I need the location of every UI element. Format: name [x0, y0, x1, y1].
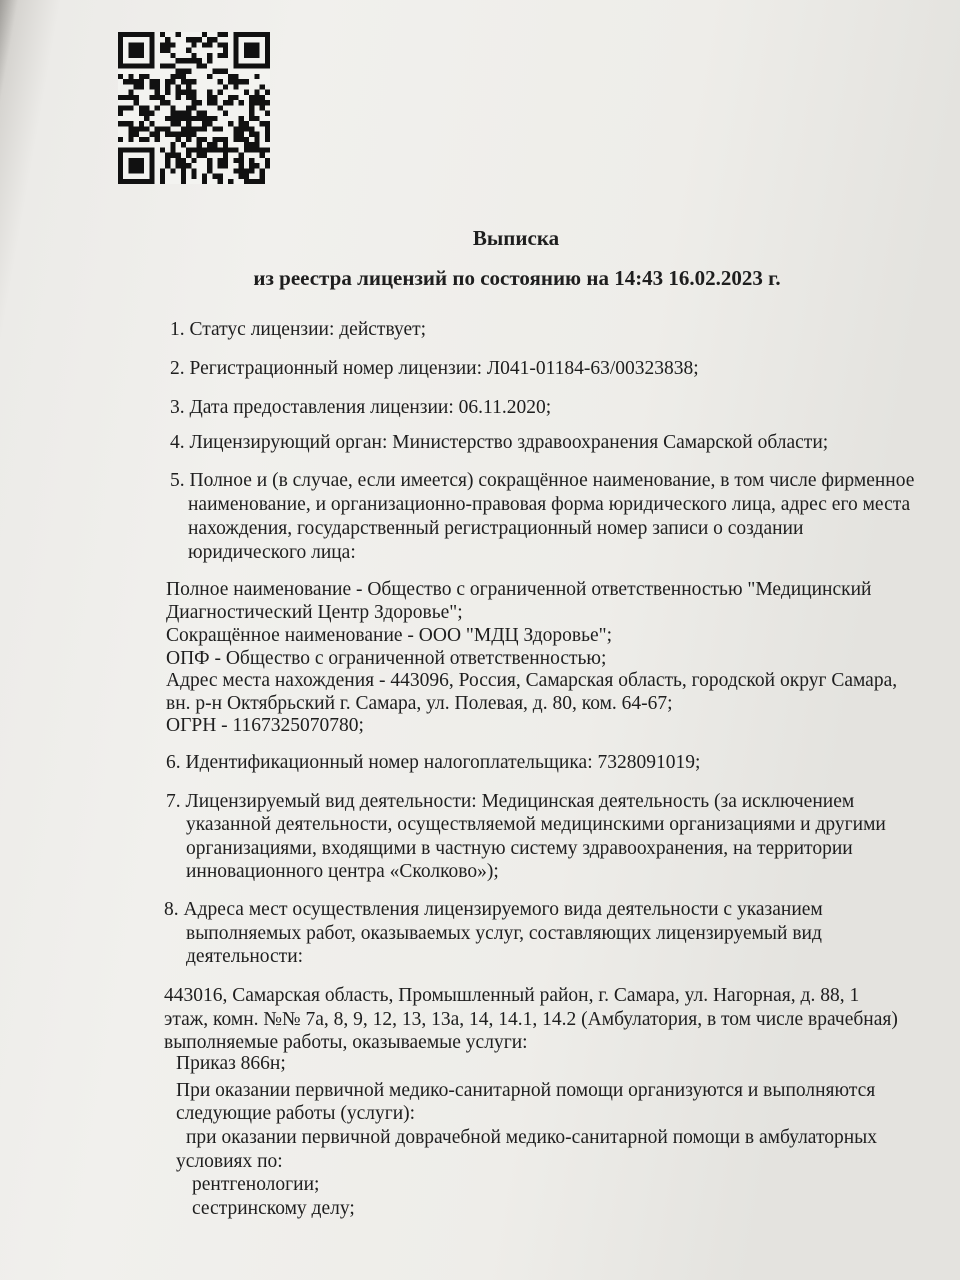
services-line: При оказании первичной медико-санитарной помощи организуются и выполняются [176, 1080, 876, 1101]
services-item: сестринскому делу; [192, 1198, 355, 1219]
org-full-name-cont: Диагностический Центр Здоровье"; [166, 602, 463, 623]
item-8-line: деятельности: [186, 946, 304, 967]
item-7-line: 7. Лицензируемый вид деятельности: Медицинская деятельность (за исключением [166, 791, 855, 812]
services-order: Приказ 866н; [176, 1053, 286, 1074]
qr-code-icon [118, 32, 270, 184]
item-8-line: выполняемых работ, оказываемых услуг, составляющих лицензируемый вид [186, 923, 822, 944]
item-7-line: указанной деятельности, осуществляемой медицинскими организациями и другими [186, 814, 886, 835]
item-license-status: 1. Статус лицензии: действует; [170, 319, 427, 340]
activity-services-heading: выполняемые работы, оказываемые услуги: [164, 1032, 528, 1053]
item-licensing-authority: 4. Лицензирующий орган: Министерство здравоохранения Самарской области; [170, 432, 829, 453]
activity-address-cont: этаж, комн. №№ 7а, 8, 9, 12, 13, 13а, 14, 14.1, 14.2 (Амбулатория, в том числе врачебная) [164, 1009, 898, 1030]
activity-address: 443016, Самарская область, Промышленный район, г. Самара, ул. Нагорная, д. 88, 1 [164, 985, 860, 1006]
item-7-line: инновационного центра «Сколково»); [186, 861, 499, 882]
item-registration-number: 2. Регистрационный номер лицензии: Л041-01184-63/00323838; [170, 358, 699, 379]
services-line: при оказании первичной доврачебной медико-санитарной помощи в амбулаторных [186, 1127, 878, 1148]
item-7-line: организациями, входящими в частную систему здравоохранения, на территории [186, 838, 853, 859]
item-inn: 6. Идентификационный номер налогоплательщика: 7328091019; [166, 752, 701, 773]
item-8-line: 8. Адреса мест осуществления лицензируемого вида деятельности с указанием [164, 899, 823, 920]
item-5-line: наименование, и организационно-правовая форма юридического лица, адрес его места [188, 494, 911, 515]
org-address: Адрес места нахождения - 443096, Россия, Самарская область, городской округ Самара, [166, 670, 898, 691]
org-address-cont: вн. р-н Октябрьский г. Самара, ул. Полевая, д. 80, ком. 64-67; [166, 693, 673, 714]
org-legal-form: ОПФ - Общество с ограниченной ответственностью; [166, 648, 607, 669]
services-item: рентгенологии; [192, 1174, 320, 1195]
item-5-line: нахождения, государственный регистрационный номер записи о создании [188, 518, 804, 539]
document-subtitle: из реестра лицензий по состоянию на 14:43 16.02.2023 г. [253, 266, 781, 290]
services-line: условиях по: [176, 1151, 283, 1172]
org-full-name: Полное наименование - Общество с ограниченной ответственностью "Медицинский [166, 579, 872, 600]
document-title: Выписка [472, 226, 560, 250]
services-line: следующие работы (услуги): [176, 1103, 416, 1124]
qr-modules [118, 32, 270, 184]
item-5-line: 5. Полное и (в случае, если имеется) сокращённое наименование, в том числе фирменное [170, 470, 915, 491]
org-short-name: Сокращённое наименование - ООО "МДЦ Здоровье"; [166, 625, 613, 646]
qr-code [118, 32, 270, 184]
item-issue-date: 3. Дата предоставления лицензии: 06.11.2020; [170, 397, 552, 418]
org-ogrn: ОГРН - 1167325070780; [166, 715, 364, 736]
item-5-line: юридического лица: [188, 542, 356, 563]
